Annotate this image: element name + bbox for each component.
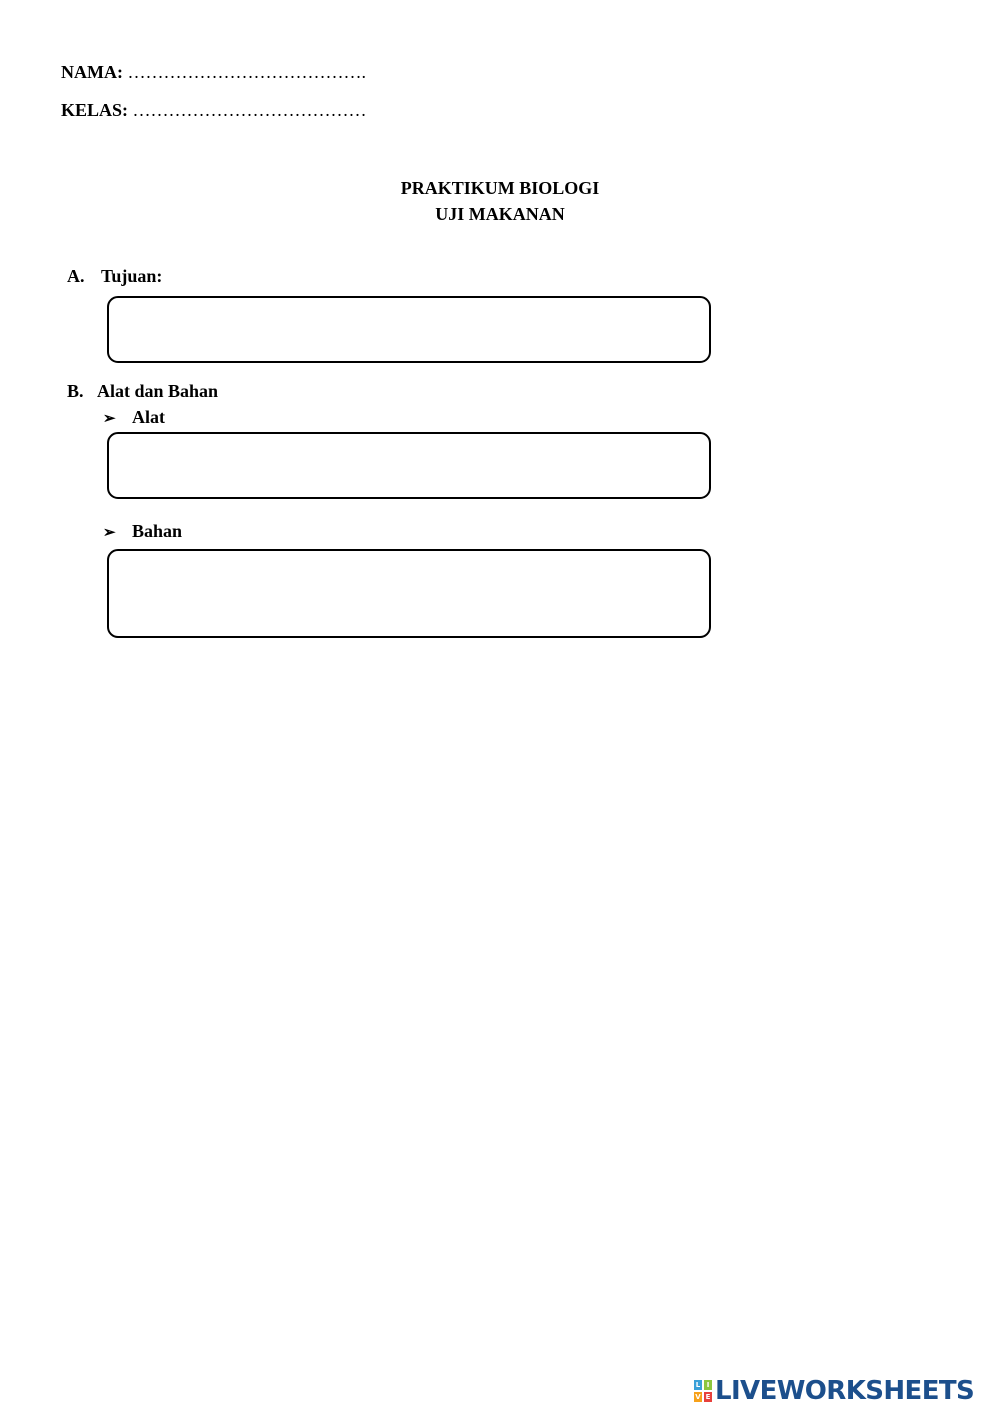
bahan-label: Bahan [132, 521, 183, 541]
title-line-2: UJI MAKANAN [435, 204, 565, 224]
tujuan-answer-box[interactable] [107, 296, 711, 363]
arrow-bullet-icon: ➢ [103, 525, 116, 541]
section-b-label: Alat dan Bahan [97, 381, 219, 401]
section-a-heading [67, 266, 162, 287]
alat-answer-box[interactable] [107, 432, 711, 499]
liveworksheets-logo [694, 1376, 974, 1406]
section-b-letter: B. [67, 381, 84, 401]
worksheet-title [0, 175, 1000, 227]
logo-mark-cell: E [705, 1393, 711, 1401]
logo-mark-cell: I [704, 1380, 712, 1390]
section-a-letter: A. [67, 266, 85, 286]
kelas-label: KELAS: [61, 100, 129, 120]
liveworksheets-mark-icon [694, 1380, 712, 1402]
kelas-field [61, 100, 367, 121]
bahan-answer-box[interactable] [107, 549, 711, 638]
nama-dots: …………………………………. [127, 62, 366, 82]
alat-label: Alat [132, 407, 165, 427]
arrow-bullet-icon: ➢ [103, 411, 116, 427]
bahan-heading [103, 521, 182, 542]
nama-field [61, 62, 366, 83]
section-a-label: Tujuan: [101, 266, 163, 286]
alat-heading [103, 407, 165, 428]
section-b-heading [67, 381, 218, 402]
logo-text: LIVEWORKSHEETS [715, 1376, 975, 1406]
title-line-1: PRAKTIKUM BIOLOGI [400, 178, 600, 198]
logo-mark-cell: L [695, 1381, 701, 1389]
kelas-dots: ………………………………… [132, 100, 367, 120]
logo-mark-cell: V [695, 1393, 701, 1401]
nama-label: NAMA: [61, 62, 123, 82]
